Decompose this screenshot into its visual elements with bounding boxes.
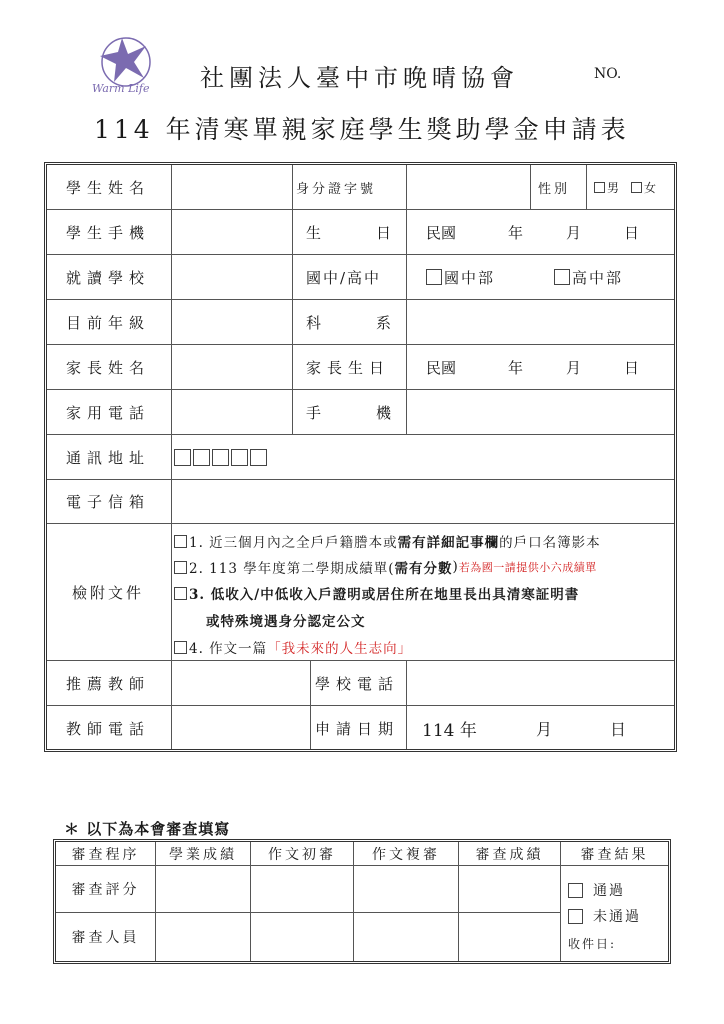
home-phone-input[interactable] bbox=[172, 390, 292, 434]
attachment-3-checkbox[interactable] bbox=[174, 587, 187, 600]
fail-label: 未通過 bbox=[593, 909, 641, 925]
form-number-label: NO. bbox=[594, 66, 622, 82]
zip-box[interactable] bbox=[174, 449, 191, 466]
review-header-score: 審查成績 bbox=[475, 846, 544, 863]
attachment-item-2 bbox=[174, 557, 597, 577]
zip-box[interactable] bbox=[212, 449, 229, 466]
gender-female-checkbox[interactable] bbox=[631, 182, 642, 193]
attachment-4-checkbox[interactable] bbox=[174, 641, 187, 654]
warm-life-logo bbox=[88, 34, 164, 96]
review-note: ＊ 以下為本會審查填寫 bbox=[64, 820, 231, 838]
attachment-2-note: 若為國一請提供小六成績單 bbox=[458, 561, 597, 574]
birthday-month: 月 bbox=[566, 223, 582, 242]
attachment-item-3 bbox=[174, 583, 579, 603]
parent-birthday-era: 民國 bbox=[426, 358, 457, 377]
student-mobile-label: 學生手機 bbox=[66, 223, 151, 242]
email-label: 電子信箱 bbox=[66, 493, 151, 511]
form-title: 114 年清寒單親家庭學生獎助學金申請表 bbox=[94, 115, 630, 144]
parent-birthday-year: 年 bbox=[508, 358, 524, 377]
attachment-2-bold: 需有分數 bbox=[394, 561, 453, 577]
apply-date-month: 月 bbox=[536, 719, 553, 739]
mobile-label-a: 手 bbox=[306, 403, 322, 422]
school-phone-input[interactable] bbox=[407, 661, 674, 705]
review-header-procedure: 審查程序 bbox=[71, 846, 140, 863]
address-label: 通訊地址 bbox=[66, 448, 151, 467]
junior-high-checkbox[interactable] bbox=[426, 269, 442, 285]
student-name-label: 學生姓名 bbox=[66, 178, 151, 197]
attachment-1-text: 1. 近三個月內之全戶戶籍謄本或 bbox=[189, 535, 398, 551]
level-label: 國中/高中 bbox=[306, 268, 382, 287]
school-input[interactable] bbox=[172, 255, 292, 299]
birthday-label-a: 生 bbox=[306, 223, 322, 242]
review-header-academic: 學業成績 bbox=[169, 846, 237, 863]
attachment-2-text: 2. 113 學年度第二學期成績單( bbox=[189, 561, 395, 577]
zip-box[interactable] bbox=[193, 449, 210, 466]
parent-name-input[interactable] bbox=[172, 345, 292, 389]
teacher-phone-input[interactable] bbox=[172, 706, 310, 750]
mobile-input[interactable] bbox=[407, 390, 674, 434]
teacher-label: 推薦教師 bbox=[66, 674, 151, 693]
senior-high-label: 高中部 bbox=[572, 268, 624, 287]
junior-high-label: 國中部 bbox=[444, 268, 496, 287]
review-header-essay-first: 作文初審 bbox=[268, 846, 336, 863]
zip-code-boxes[interactable] bbox=[174, 435, 269, 479]
email-input[interactable] bbox=[172, 480, 674, 523]
review-header-result: 審查結果 bbox=[580, 846, 649, 863]
received-date-label: 收件日: bbox=[568, 937, 617, 951]
pass-checkbox[interactable] bbox=[568, 883, 583, 898]
gender-options bbox=[594, 165, 656, 209]
parent-birthday-day: 日 bbox=[624, 358, 640, 377]
student-mobile-input[interactable] bbox=[172, 210, 292, 254]
attachment-1-checkbox[interactable] bbox=[174, 535, 187, 548]
attachment-2-paren: ) bbox=[452, 559, 459, 575]
teacher-input[interactable] bbox=[172, 661, 310, 705]
fail-checkbox[interactable] bbox=[568, 909, 583, 924]
attachment-item-1 bbox=[174, 531, 601, 551]
school-phone-label: 學校電話 bbox=[315, 674, 400, 693]
birthday-day: 日 bbox=[624, 223, 640, 242]
level-junior bbox=[426, 255, 495, 299]
gender-female-label: 女 bbox=[644, 180, 657, 195]
zip-box[interactable] bbox=[250, 449, 267, 466]
grade-label: 目前年級 bbox=[66, 313, 151, 332]
attachment-item-3-cont: 或特殊境遇身分認定公文 bbox=[206, 614, 366, 630]
organization-name: 社團法人臺中市晚晴協會 bbox=[200, 64, 519, 92]
senior-high-checkbox[interactable] bbox=[554, 269, 570, 285]
gender-male-label: 男 bbox=[607, 180, 620, 195]
parent-birthday-month: 月 bbox=[566, 358, 582, 377]
birthday-year: 年 bbox=[508, 223, 524, 242]
department-label-a: 科 bbox=[306, 313, 322, 332]
student-name-input[interactable] bbox=[172, 165, 292, 209]
department-label-b: 系 bbox=[376, 313, 392, 332]
gender-male-checkbox[interactable] bbox=[594, 182, 605, 193]
attachments-label: 檢附文件 bbox=[72, 583, 145, 602]
attachment-item-4 bbox=[174, 637, 412, 657]
result-pass bbox=[568, 880, 625, 900]
level-senior bbox=[554, 255, 623, 299]
svg-text:Warm Life: Warm Life bbox=[92, 82, 150, 95]
zip-box[interactable] bbox=[231, 449, 248, 466]
home-phone-label: 家用電話 bbox=[66, 403, 151, 422]
birthday-label-b: 日 bbox=[376, 223, 392, 242]
result-fail bbox=[568, 906, 641, 926]
school-label: 就讀學校 bbox=[66, 268, 151, 287]
apply-date-year: 114 年 bbox=[422, 720, 477, 741]
attachment-1-bold: 需有詳細記事欄 bbox=[397, 535, 500, 551]
grade-input[interactable] bbox=[172, 300, 292, 344]
attachment-4-text: 4. 作文一篇 bbox=[189, 641, 268, 657]
review-row-reviewer: 審查人員 bbox=[71, 930, 140, 946]
mobile-label-b: 機 bbox=[376, 403, 392, 422]
attachment-1-text-end: 的戶口名簿影本 bbox=[499, 535, 601, 551]
id-number-input[interactable] bbox=[407, 165, 530, 209]
parent-name-label: 家長姓名 bbox=[66, 358, 151, 377]
pass-label: 通過 bbox=[593, 883, 625, 899]
review-row-scoring: 審查評分 bbox=[71, 882, 140, 898]
birthday-era: 民國 bbox=[426, 223, 457, 242]
apply-date-label: 申請日期 bbox=[315, 719, 400, 738]
attachment-3-text: 3. 低收入/中低收入戶證明或居住所在地里長出具清寒証明書 bbox=[189, 587, 580, 603]
gender-label: 性別 bbox=[538, 181, 571, 197]
parent-birthday-label: 家長生日 bbox=[306, 358, 391, 377]
attachment-4-topic: 「我未來的人生志向」 bbox=[267, 641, 413, 657]
teacher-phone-label: 教師電話 bbox=[66, 719, 151, 738]
id-number-label: 身分證字號 bbox=[296, 181, 377, 197]
attachment-2-checkbox[interactable] bbox=[174, 561, 187, 574]
apply-date-day: 日 bbox=[610, 719, 627, 739]
review-header-essay-second: 作文複審 bbox=[372, 846, 440, 863]
department-input[interactable] bbox=[407, 300, 674, 344]
